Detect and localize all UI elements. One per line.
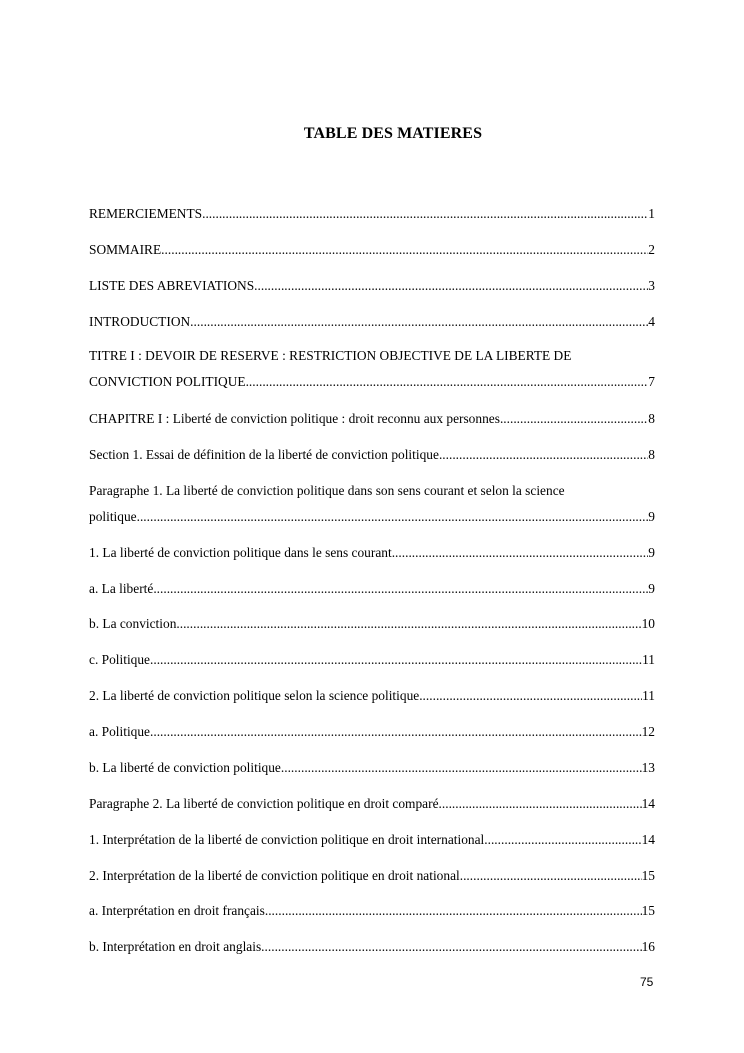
toc-entry[interactable]: [89, 759, 655, 777]
toc-entry-label: 2. La liberté de conviction politique selon la science politique: [89, 688, 420, 703]
toc-leader-dots: [202, 205, 648, 223]
toc-entry-label: LISTE DES ABREVIATIONS: [89, 278, 255, 293]
toc-entry-page: 10: [641, 616, 655, 631]
toc-entry-page: 11: [642, 652, 655, 667]
toc-entry[interactable]: [89, 795, 655, 813]
toc-entry-label: politique: [89, 509, 137, 524]
page-title: TABLE DES MATIERES: [303, 125, 483, 142]
toc-entry[interactable]: [89, 831, 655, 849]
toc-entry-page: 15: [641, 903, 655, 918]
toc-entry-page: 11: [642, 688, 655, 703]
toc-leader-dots: [153, 580, 648, 598]
toc-entry[interactable]: [89, 482, 655, 526]
toc-entry-label: b. La liberté de conviction politique: [89, 760, 281, 775]
toc-entry-page: 15: [641, 868, 655, 883]
toc-entry[interactable]: [89, 651, 655, 669]
toc-entry-page: 16: [641, 939, 655, 954]
toc-entry[interactable]: [89, 938, 655, 956]
toc-entry-label: Section 1. Essai de définition de la liberté de conviction politique: [89, 447, 439, 462]
toc-entry[interactable]: [89, 615, 655, 633]
toc-leader-dots: [500, 410, 648, 428]
toc-entry-label: 1. La liberté de conviction politique dans le sens courant: [89, 545, 392, 560]
toc-entry-label: Paragraphe 2. La liberté de conviction politique en droit comparé: [89, 796, 439, 811]
toc-leader-dots: [254, 277, 648, 295]
toc-leader-dots: [265, 902, 642, 920]
toc-entry-page: 9: [648, 545, 655, 560]
toc-leader-dots: [161, 241, 648, 259]
toc-entry-page: 9: [648, 581, 655, 596]
toc-entry-label: a. Politique: [89, 724, 150, 739]
toc-entry-label: a. Interprétation en droit français: [89, 903, 265, 918]
toc-entry[interactable]: [89, 205, 655, 223]
toc-entry-page: 14: [641, 832, 655, 847]
toc-entry-page: 1: [648, 206, 655, 221]
toc-entry-label: REMERCIEMENTS: [89, 206, 203, 221]
toc-entry-page: 2: [648, 242, 655, 257]
toc-leader-dots: [484, 831, 641, 849]
toc-entry-first-line: Paragraphe 1. La liberté de conviction politique dans son sens courant et selon la science: [89, 483, 565, 498]
toc-leader-dots: [460, 867, 642, 885]
toc-entry[interactable]: [89, 867, 655, 885]
toc-leader-dots: [419, 687, 642, 705]
toc-entry-label: SOMMAIRE: [89, 242, 162, 257]
toc-entry-page: 4: [648, 314, 655, 329]
toc-entry-page: 9: [648, 509, 655, 524]
toc-entry-page: 7: [648, 374, 655, 389]
toc-entry-page: 3: [648, 278, 655, 293]
toc-leader-dots: [281, 759, 642, 777]
toc-leader-dots: [137, 508, 649, 526]
toc-leader-dots: [190, 313, 648, 331]
toc-entry[interactable]: [89, 446, 655, 464]
toc-entry[interactable]: [89, 313, 655, 331]
toc-entry-page: 12: [641, 724, 655, 739]
toc-leader-dots: [150, 723, 642, 741]
toc-leader-dots: [261, 938, 641, 956]
toc-entry-page: 13: [641, 760, 655, 775]
toc-entry-label: CHAPITRE I : Liberté de conviction politique : droit reconnu aux personnes: [89, 411, 500, 426]
toc-entry-label: 1. Interprétation de la liberté de conviction politique en droit international: [89, 832, 485, 847]
toc-entry[interactable]: [89, 410, 655, 428]
toc-entry-page: 8: [648, 447, 655, 462]
toc-leader-dots: [176, 615, 641, 633]
toc-entry-page: 8: [648, 411, 655, 426]
toc-entry-label: b. Interprétation en droit anglais: [89, 939, 262, 954]
toc-leader-dots: [392, 544, 649, 562]
toc-entry[interactable]: [89, 687, 655, 705]
toc-entry-label: c. Politique: [89, 652, 150, 667]
toc-entry-label: a. La liberté: [89, 581, 154, 596]
toc-leader-dots: [246, 373, 649, 391]
toc-entry[interactable]: [89, 580, 655, 598]
toc-leader-dots: [439, 446, 648, 464]
toc-entry-label: b. La conviction: [89, 616, 177, 631]
toc-entry-page: 14: [641, 796, 655, 811]
toc-entry-label: CONVICTION POLITIQUE: [89, 374, 246, 389]
toc-entry[interactable]: [89, 723, 655, 741]
toc-entry[interactable]: [89, 902, 655, 920]
toc-entry-first-line: TITRE I : DEVOIR DE RESERVE : RESTRICTION OBJECTIVE DE LA LIBERTE DE: [89, 348, 572, 363]
toc-entry[interactable]: [89, 241, 655, 259]
toc-entry[interactable]: [89, 277, 655, 295]
toc-leader-dots: [150, 651, 642, 669]
toc-entry-label: INTRODUCTION: [89, 314, 191, 329]
page-number: 75: [640, 975, 654, 989]
toc-entry[interactable]: [89, 544, 655, 562]
toc-entry[interactable]: [89, 347, 655, 391]
toc-leader-dots: [439, 795, 642, 813]
toc-entry-label: 2. Interprétation de la liberté de conviction politique en droit national: [89, 868, 460, 883]
